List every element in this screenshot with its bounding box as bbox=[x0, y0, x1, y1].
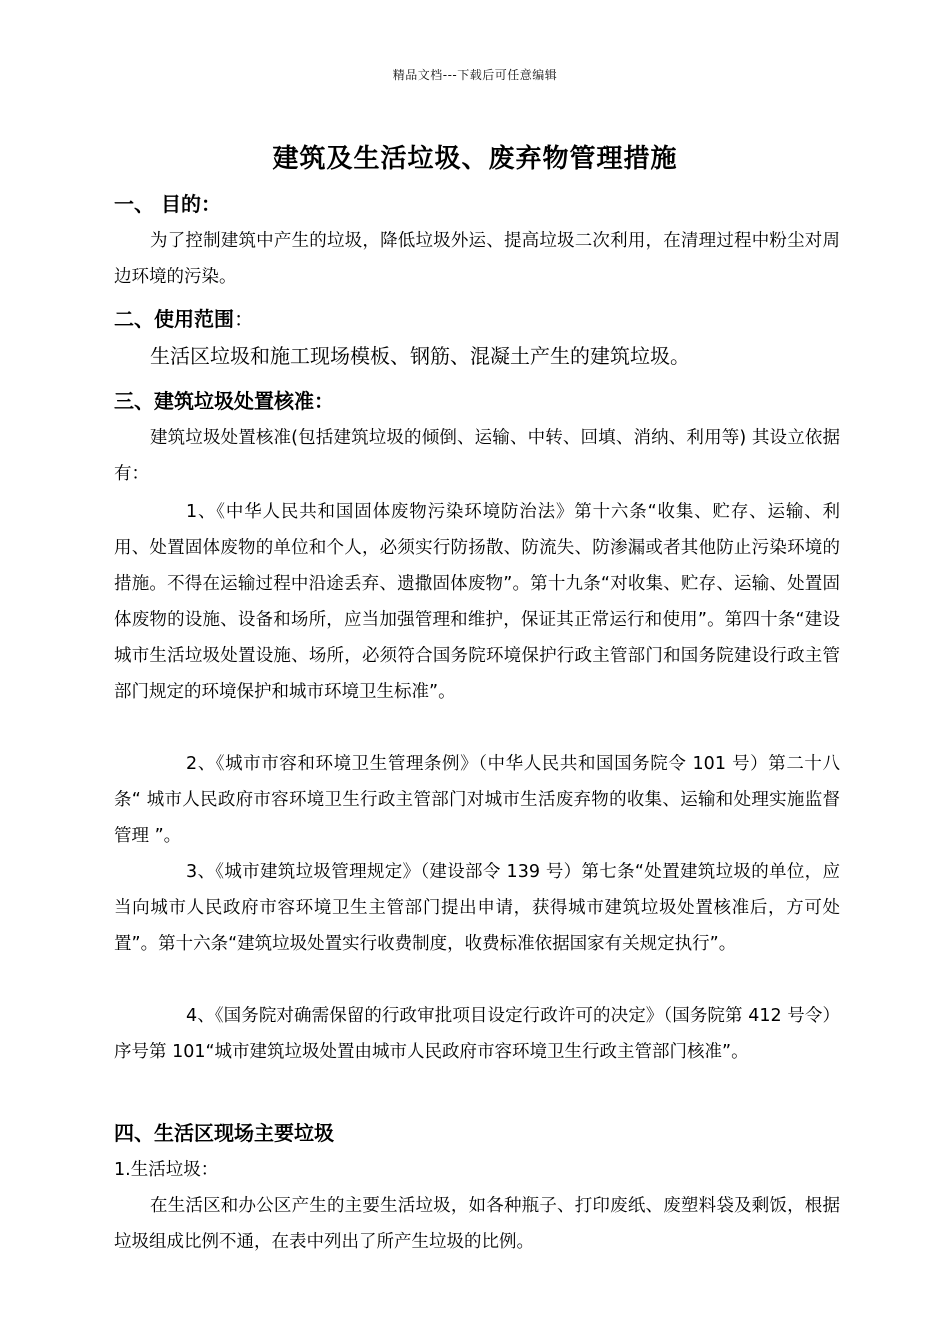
legal-basis-item-3: 3、《城市建筑垃圾管理规定》（建设部令 139 号）第七条“处置建筑垃圾的单位，应当向城市人民政府市容环境卫生主管部门提出申请，获得城市建筑垃圾处置核准后，方可处置”。第十六条“建筑垃圾处置实行收费制度，收费标准依据国家有关规定执行”。 bbox=[114, 862, 840, 954]
section-2-heading bbox=[114, 303, 254, 332]
section-2-heading-colon: ： bbox=[234, 307, 254, 331]
section-4-subheading: 1.生活垃圾： bbox=[114, 1160, 219, 1180]
section-1-heading: 一、 目的： bbox=[114, 192, 221, 216]
section-1-body: 为了控制建筑中产生的垃圾，降低垃圾外运、提高垃圾二次利用，在清理过程中粉尘对周边环境的污染。 bbox=[114, 231, 840, 287]
section-2-body: 生活区垃圾和施工现场模板、钢筋、混凝土产生的建筑垃圾。 bbox=[150, 344, 690, 368]
section-3-heading: 三、建筑垃圾处置核准： bbox=[114, 389, 334, 413]
section-3-intro: 建筑垃圾处置核准(包括建筑垃圾的倾倒、运输、中转、回填、消纳、利用等) 其设立依据有： bbox=[114, 428, 840, 484]
section-4-heading: 四、生活区现场主要垃圾 bbox=[114, 1121, 334, 1145]
legal-basis-item-1: 1、《中华人民共和国固体废物污染环境防治法》第十六条“收集、贮存、运输、利用、处置固体废物的单位和个人，必须实行防扬散、防流失、防渗漏或者其他防止污染环境的措施。不得在运输过程中沿途丢弃、遗撒固体废物”。第十九条“对收集、贮存、运输、处置固体废物的设施、设备和场所，应当加强管理和维护，保证其正常运行和使用”。第四十条“建设城市生活垃圾处置设施、场所，必须符合国务院环境保护行政主管部门和国务院建设行政主管部门规定的环境保护和城市环境卫生标准”。 bbox=[114, 502, 840, 702]
legal-basis-item-4: 4、《国务院对确需保留的行政审批项目设定行政许可的决定》（国务院第 412 号令）序号第 101“城市建筑垃圾处置由城市人民政府市容环境卫生行政主管部门核准”。 bbox=[114, 1006, 840, 1062]
document-title: 建筑及生活垃圾、废弃物管理措施 bbox=[272, 144, 678, 174]
legal-basis-item-2: 2、《城市市容和环境卫生管理条例》（中华人民共和国国务院令 101 号）第二十八条“ 城市人民政府市容环境卫生行政主管部门对城市生活废弃物的收集、运输和处理实施监督管理 ”。 bbox=[114, 754, 840, 846]
section-4-body: 在生活区和办公区产生的主要生活垃圾，如各种瓶子、打印废纸、废塑料袋及剩饭，根据垃圾组成比例不通，在表中列出了所产生垃圾的比例。 bbox=[114, 1196, 840, 1252]
section-2-heading-text: 二、使用范围 bbox=[114, 307, 234, 331]
header-note: 精品文档---下载后可任意编辑 bbox=[392, 68, 558, 82]
